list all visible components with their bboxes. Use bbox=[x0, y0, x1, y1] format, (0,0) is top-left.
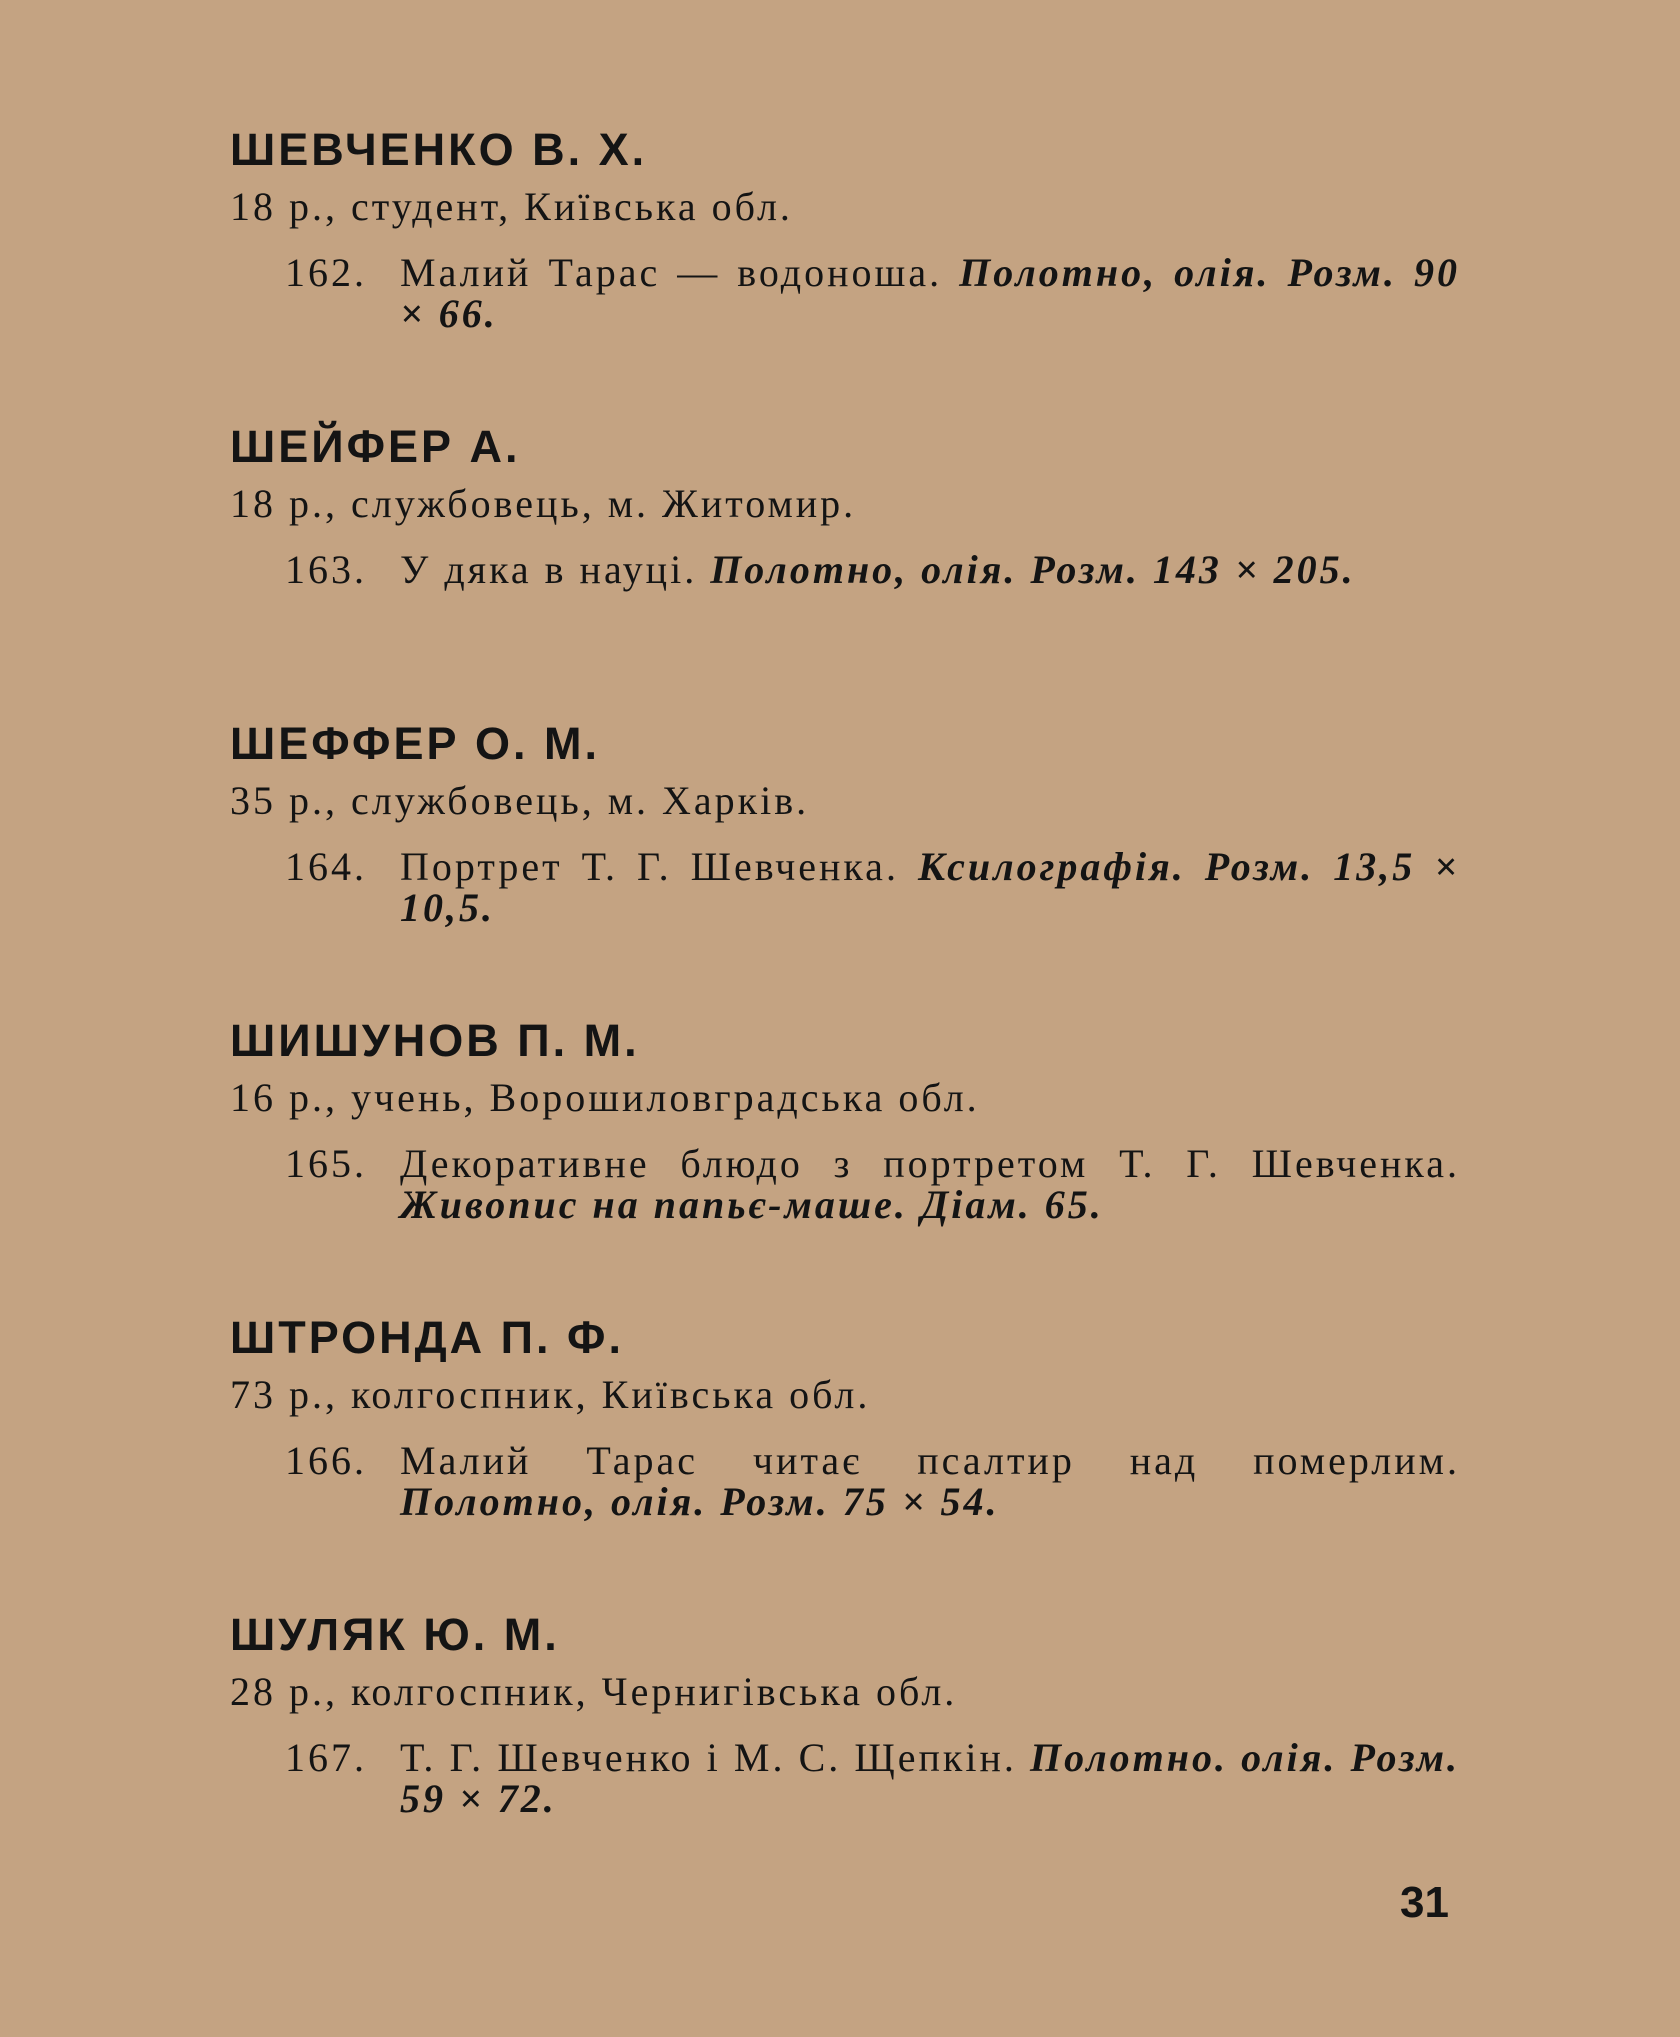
artwork-technique: Полотно, олія. Розм. 143 × 205. bbox=[710, 547, 1356, 592]
artwork-entry bbox=[230, 1440, 1460, 1522]
page-number: 31 bbox=[1400, 1878, 1449, 1927]
artist-info: 18 р., службовець, м. Житомир. bbox=[230, 481, 857, 526]
artwork-title: Малий Тарас — водоноша. bbox=[400, 250, 960, 295]
catalog-entry bbox=[230, 419, 1460, 590]
artwork-title: Декоративне блюдо з портретом Т. Г. Шевченка. bbox=[400, 1141, 1460, 1186]
artwork-entry bbox=[230, 1737, 1460, 1819]
artist-name: ШТРОНДА П. Ф. bbox=[230, 1312, 624, 1363]
artwork-technique: Полотно, олія. Розм. 75 × 54. bbox=[400, 1479, 1000, 1524]
catalog-entry bbox=[230, 1013, 1460, 1225]
artwork-entry bbox=[230, 252, 1460, 334]
artist-info: 16 р., учень, Ворошиловградська обл. bbox=[230, 1075, 980, 1120]
artwork-number: 164. bbox=[285, 844, 367, 889]
artwork-technique: Живопис на папьє-маше. Діам. 65. bbox=[400, 1182, 1104, 1227]
artwork-entry bbox=[230, 846, 1460, 928]
artist-name: ШУЛЯК Ю. М. bbox=[230, 1609, 560, 1660]
artwork-entry bbox=[230, 549, 1460, 590]
artist-name: ШЕВЧЕНКО В. Х. bbox=[230, 124, 648, 175]
artist-name: ШИШУНОВ П. М. bbox=[230, 1015, 640, 1066]
artwork-number: 167. bbox=[285, 1735, 367, 1780]
artist-name: ШЕЙФЕР А. bbox=[230, 421, 521, 472]
artwork-title: Малий Тарас читає псалтир над померлим. bbox=[400, 1438, 1460, 1483]
artist-info: 18 р., студент, Київська обл. bbox=[230, 184, 793, 229]
catalog-entry bbox=[230, 1607, 1460, 1819]
artist-info: 73 р., колгоспник, Київська обл. bbox=[230, 1372, 871, 1417]
artist-info: 35 р., службовець, м. Харків. bbox=[230, 778, 810, 823]
artwork-number: 163. bbox=[285, 547, 367, 592]
artwork-title: Портрет Т. Г. Шевченка. bbox=[400, 844, 918, 889]
artwork-technique: Ксилографія. Розм. 13,5 × 10,5. bbox=[400, 844, 1461, 930]
catalog-entry bbox=[230, 1310, 1460, 1522]
catalog-entry bbox=[230, 716, 1460, 928]
artwork-technique: Полотно, олія. Розм. 90 × 66. bbox=[400, 250, 1461, 336]
artist-info: 28 р., колгоспник, Чернигівська обл. bbox=[230, 1669, 958, 1714]
artwork-number: 165. bbox=[285, 1141, 367, 1186]
artwork-title: Т. Г. Шевченко і М. С. Щепкін. bbox=[400, 1735, 1031, 1780]
catalog-entry bbox=[230, 122, 1460, 334]
artwork-technique: Полотно. олія. Розм. 59 × 72. bbox=[400, 1735, 1461, 1821]
artist-name: ШЕФФЕР О. М. bbox=[230, 718, 600, 769]
artwork-number: 166. bbox=[285, 1438, 367, 1483]
artwork-entry bbox=[230, 1143, 1460, 1225]
artwork-title: У дяка в науці. bbox=[400, 547, 711, 592]
artwork-number: 162. bbox=[285, 250, 367, 295]
